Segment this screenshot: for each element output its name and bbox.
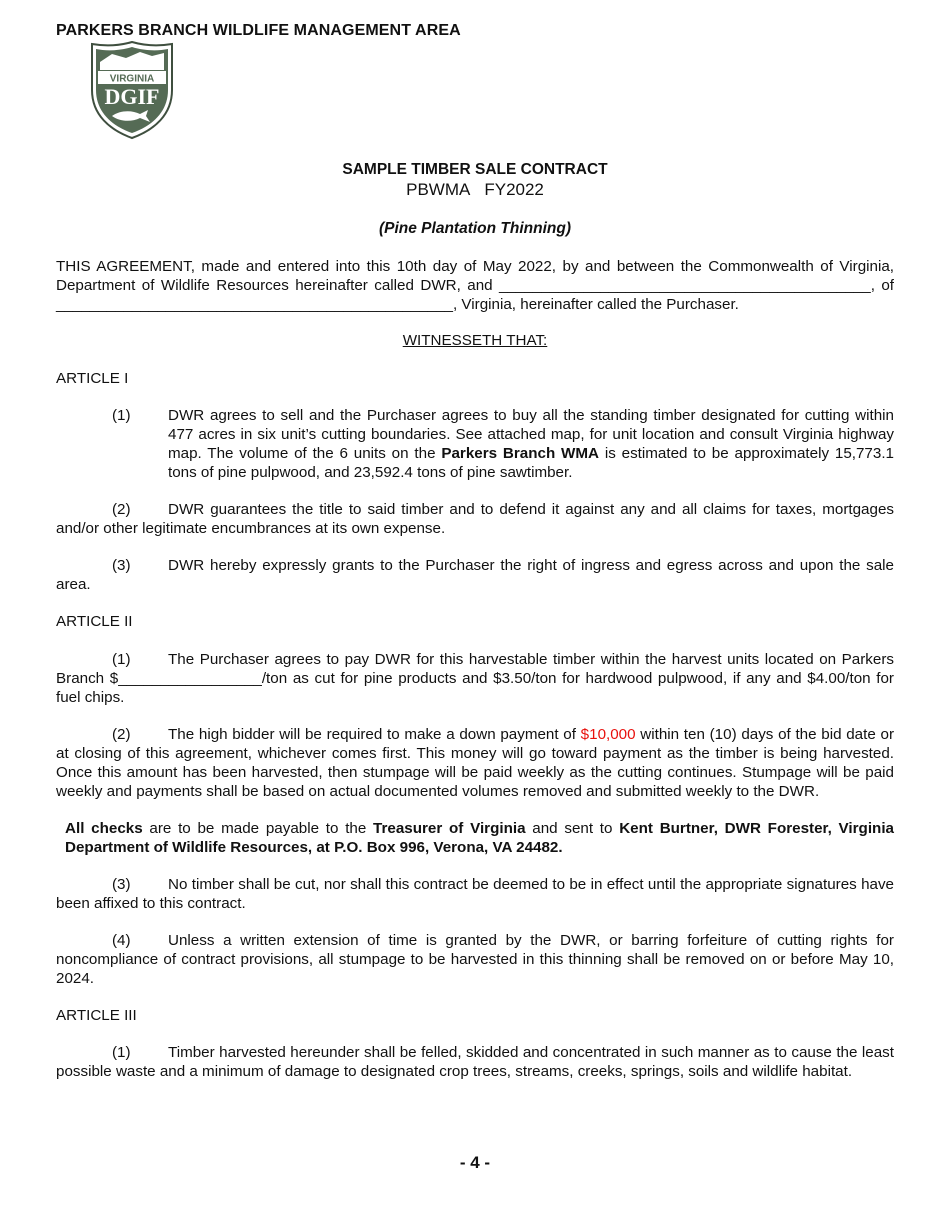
agreement-line-2: Department of Wildlife Resources hereinafter called DWR, and ____________________________________________, of (56, 277, 894, 294)
checks-bold: All checks (65, 820, 143, 837)
item-number: (4) (112, 932, 131, 949)
item-text: The Purchaser agrees to pay DWR for this harvestable timber within the harvest units located on Parkers Branch $_________________/ton as cut for pine products and $3.50/ton for hardwood pulpwood, if any and $4.00/ton for fuel chips. (56, 651, 894, 706)
logo-top-text: VIRGINIA (109, 73, 155, 85)
item-number: (3) (112, 876, 131, 893)
logo-main-text: DGIF (104, 84, 160, 109)
item-text: DWR hereby expressly grants to the Purchaser the right of ingress and egress across and upon the sale area. (56, 557, 894, 593)
agreement-line-1: THIS AGREEMENT, made and entered into this 10th day of May 2022, by and between the Commonwealth of Virginia, (56, 258, 894, 275)
item-text-part: DWR agrees to sell and the Purchaser agrees to buy all the standing timber designated for cutting within 477 acres in six unit’s cutting boundaries. See attached map, for unit location and consult Virginia highway map. The volume of the 6 units on the (168, 407, 894, 462)
down-payment-amount: $10,000 (580, 726, 636, 743)
article-2-item-1 (56, 650, 894, 707)
checks-text: are to be made payable to the (142, 820, 374, 837)
item-number: (3) (112, 557, 131, 574)
item-text-part: within ten (10) days of the bid date or at closing of this agreement, whichever comes first. This money will go toward payment as the timber is being harvested. Once this amount has been harvested, then stumpage will be paid weekly as the cutting continues. Stumpage will be paid weekly and payments shall be based on actual documented volumes removed and submitted weekly to the DWR. (56, 726, 895, 800)
page-number: - 4 - (459, 1153, 491, 1172)
checks-text: and sent to (525, 820, 620, 837)
article-2-item-4 (56, 931, 894, 988)
subtitle-area: PBWMA (406, 180, 471, 199)
item-text-part: The high bidder will be required to make a down payment of (168, 726, 581, 743)
article-1-item-3 (56, 556, 894, 594)
item-text: Timber harvested hereunder shall be felled, skidded and concentrated in such manner as to cause the least possible waste and a minimum of damage to designated crop trees, streams, creeks, springs, soils and wildlife habitat. (56, 1044, 894, 1080)
item-text: Unless a written extension of time is granted by the DWR, or barring forfeiture of cutting rights for noncompliance of contract provisions, all stumpage to be harvested in this thinning shall be removed on or before May 10, 2024. (56, 932, 894, 987)
dgif-logo (88, 40, 176, 140)
witnesseth-heading: WITNESSETH THAT: (402, 332, 548, 349)
agreement-line-3: _______________________________________________, Virginia, hereinafter called the Purchaser. (56, 296, 739, 313)
article-1-item-2 (56, 500, 894, 538)
article-1-item-1 (56, 406, 894, 482)
article-2-item-3 (56, 875, 894, 913)
contract-type: (Pine Plantation Thinning) (378, 220, 571, 237)
item-number: (2) (112, 726, 131, 743)
article-2-item-2 (56, 725, 894, 801)
item-number: (1) (112, 651, 131, 668)
article-3-item-1 (56, 1043, 894, 1081)
item-text: DWR guarantees the title to said timber and to defend it against any and all claims for taxes, mortgages and/or other legitimate encumbrances at its own expense. (56, 501, 894, 537)
mailing-address-bold: Kent Burtner, DWR Forester, Virginia Department of Wildlife Resources, at P.O. Box 996, Verona, VA 24482. (65, 820, 894, 856)
document-header: PARKERS BRANCH WILDLIFE MANAGEMENT AREA (56, 22, 461, 39)
item-number: (1) (112, 407, 131, 424)
article-1-heading: ARTICLE I (56, 370, 129, 387)
wma-name-bold: Parkers Branch WMA (441, 445, 600, 462)
subtitle-year: FY2022 (484, 180, 544, 199)
item-text (168, 406, 894, 482)
payee-bold: Treasurer of Virginia (373, 820, 526, 837)
contract-subtitle (0, 180, 950, 199)
item-number: (2) (112, 501, 131, 518)
item-text: No timber shall be cut, nor shall this contract be deemed to be in effect until the appropriate signatures have been affixed to this contract. (56, 876, 894, 912)
article-3-heading: ARTICLE III (56, 1007, 137, 1024)
contract-title: SAMPLE TIMBER SALE CONTRACT (342, 161, 608, 178)
agreement-paragraph (56, 257, 894, 314)
article-2-heading: ARTICLE II (56, 613, 133, 630)
item-text-part: is estimated to be approximately 15,773.1 tons of pine pulpwood, and 23,592.4 tons of pine sawtimber. (168, 445, 894, 481)
item-number: (1) (112, 1044, 131, 1061)
checks-paragraph (56, 819, 894, 857)
